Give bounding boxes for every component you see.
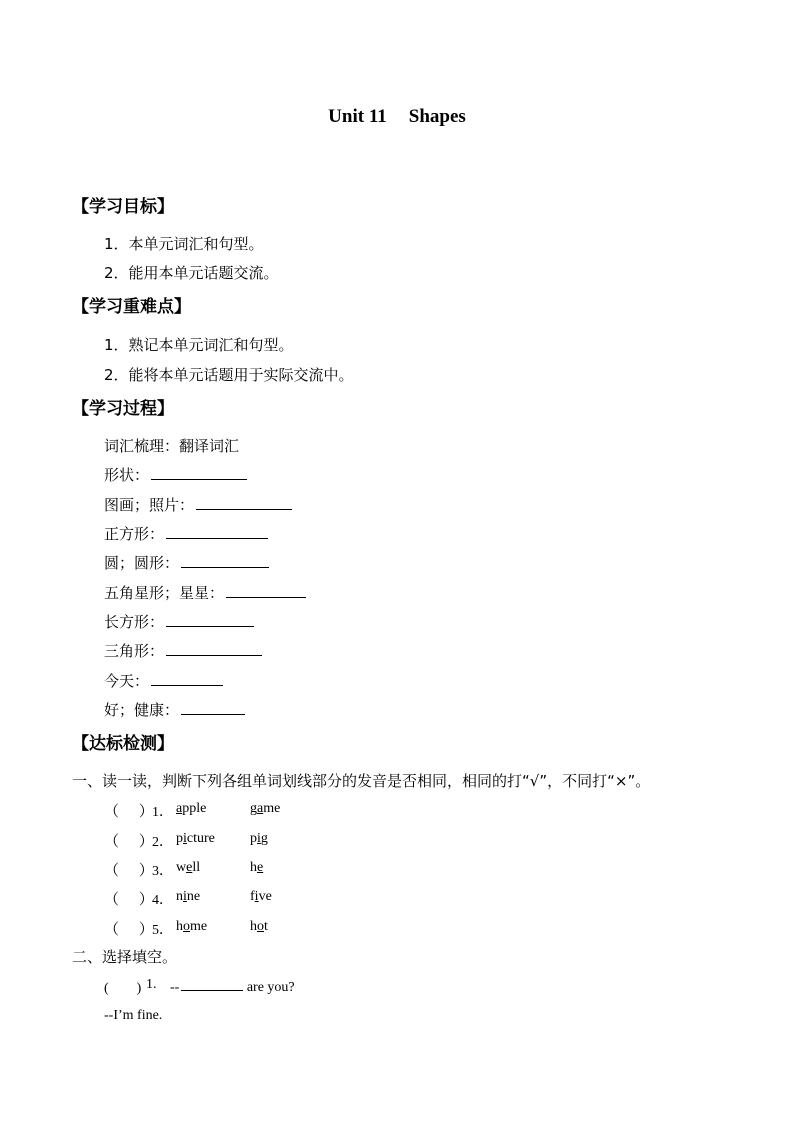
vocab-item: 五角星形；星星： <box>104 582 306 603</box>
key-points-heading: 【学习重难点】 <box>72 297 191 317</box>
question-text: -- are you? <box>170 977 295 996</box>
answer-paren[interactable]: （ ） <box>104 832 154 850</box>
vocab-item: 长方形： <box>104 611 254 632</box>
vocab-item: 正方形： <box>104 523 268 544</box>
item-number: 4． <box>152 893 173 908</box>
item-number: 2． <box>152 835 173 850</box>
answer-blank[interactable] <box>181 699 245 715</box>
answer-blank[interactable] <box>151 464 247 480</box>
vocab-item: 形状： <box>104 464 247 485</box>
unit-name: Shapes <box>408 106 466 127</box>
answer-blank[interactable] <box>226 582 306 598</box>
test-heading: 【达标检测】 <box>72 734 174 754</box>
word-1: nine <box>176 889 201 904</box>
answer-blank[interactable] <box>166 640 262 656</box>
process-heading: 【学习过程】 <box>72 399 174 419</box>
answer-paren[interactable]: （ ） <box>104 802 154 820</box>
word-2: five <box>250 889 272 904</box>
word-1: picture <box>176 831 215 846</box>
answer-paren[interactable]: ( ) <box>104 981 142 996</box>
item-number: 1． <box>152 805 173 820</box>
answer-blank[interactable] <box>181 552 269 568</box>
item-number: 5． <box>152 923 173 938</box>
vocab-item: 好；健康： <box>104 699 245 720</box>
word-2: he <box>250 860 264 875</box>
vocab-item: 今天： <box>104 670 223 691</box>
key-point-item: 1．熟记本单元词汇和句型。 <box>104 336 294 354</box>
answer-paren[interactable]: （ ） <box>104 890 154 908</box>
page-title <box>0 106 794 128</box>
answer-blank[interactable] <box>166 523 268 539</box>
unit-label: Unit 11 <box>328 106 387 127</box>
word-2: game <box>250 801 281 816</box>
answer-paren[interactable]: （ ） <box>104 861 154 879</box>
answer-blank[interactable] <box>181 977 243 991</box>
vocab-item: 三角形： <box>104 640 262 661</box>
answer-blank[interactable] <box>196 494 292 510</box>
vocab-item: 图画；照片： <box>104 494 292 515</box>
goal-item: 1．本单元词汇和句型。 <box>104 235 264 253</box>
word-1: well <box>176 860 201 875</box>
key-point-item: 2．能将本单元话题用于实际交流中。 <box>104 366 354 384</box>
part1-instruction: 一、读一读，判断下列各组单词划线部分的发音是否相同，相同的打“√”，不同打“×”。 <box>72 772 651 790</box>
vocab-item: 圆；圆形： <box>104 552 269 573</box>
item-number: 3． <box>152 864 173 879</box>
part2-instruction: 二、选择填空。 <box>72 948 178 966</box>
word-1: apple <box>176 801 207 816</box>
answer-blank[interactable] <box>166 611 254 627</box>
word-1: home <box>176 919 208 934</box>
word-2: hot <box>250 919 268 934</box>
dialogue-answer: --I’m fine. <box>104 1008 163 1023</box>
goals-heading: 【学习目标】 <box>72 197 174 217</box>
question-number: 1. <box>146 977 157 992</box>
word-2: pig <box>250 831 268 846</box>
answer-blank[interactable] <box>151 670 223 686</box>
goal-item: 2．能用本单元话题交流。 <box>104 264 279 282</box>
answer-paren[interactable]: （ ） <box>104 920 154 938</box>
vocab-intro: 词汇梳理：翻译词汇 <box>104 437 240 455</box>
